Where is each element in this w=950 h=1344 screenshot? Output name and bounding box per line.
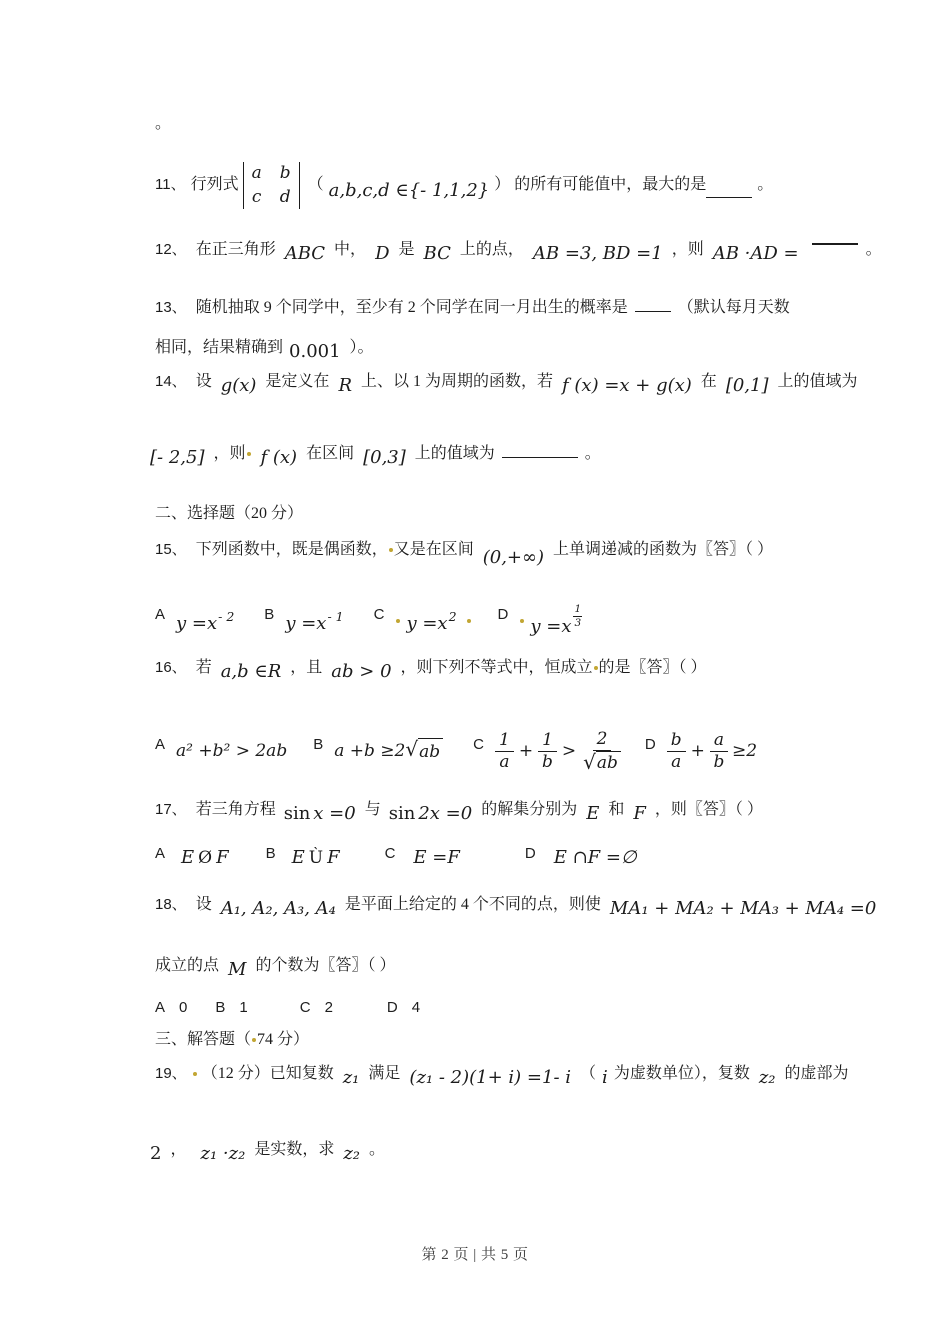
option-a-formula: y =x - 2	[176, 609, 235, 634]
question-18-text4: 的个数为〖答〗（ ）	[255, 957, 396, 974]
question-11	[155, 156, 773, 214]
question-15-text: 下列函数中，既是偶函数，	[195, 541, 388, 558]
function-gx: g(x)	[220, 375, 257, 396]
question-12-number: 12、	[155, 241, 187, 258]
open-paren: （	[580, 1065, 597, 1082]
point-d: D	[375, 243, 390, 264]
option-b-label: B	[215, 999, 226, 1016]
question-14-text3: 上、以 1 为周期的函数，若	[361, 373, 554, 390]
det-cell-d: d	[279, 186, 291, 207]
artifact-dot	[594, 666, 598, 670]
option-c-label: C	[473, 736, 484, 753]
q11-condition-formula: a,b,c,d ∈{- 1,1,2}	[328, 180, 490, 201]
question-13-line1	[155, 296, 790, 320]
point-m: M	[228, 959, 247, 980]
det-cell-c: c	[251, 186, 262, 207]
question-17-text4: 和	[608, 801, 625, 818]
sinx-eq-0: x =0	[313, 803, 356, 824]
option-c-formula: E =F	[413, 847, 460, 868]
determinant-2x2	[243, 162, 300, 209]
question-16-number: 16、	[155, 659, 187, 676]
question-19-number: 19、	[155, 1065, 187, 1082]
question-14-text: 设	[195, 373, 212, 390]
answer-blank	[635, 306, 671, 312]
question-16-text2: ，且	[290, 659, 323, 676]
question-18-text2: 是平面上给定的 4 个不同的点，则使	[344, 896, 601, 913]
question-13-text4: ）。	[349, 339, 374, 356]
question-16-text: 若	[195, 659, 212, 676]
sin-function: sin	[388, 803, 416, 824]
question-17	[155, 798, 763, 822]
artifact-dot	[396, 619, 400, 623]
question-19-line2	[150, 1138, 385, 1162]
set-f: F	[633, 803, 646, 824]
option-b-formula: a +b ≥2 √ ab	[334, 738, 443, 764]
question-19-text2: 满足	[368, 1065, 401, 1082]
page-number-text: 第 2 页 | 共 5 页	[421, 1247, 529, 1263]
artifact-dot	[467, 619, 471, 623]
det-cell-b: b	[279, 162, 291, 183]
question-16-text3: ，则下列不等式中，恒成立	[400, 659, 593, 676]
paragraph-end	[155, 112, 171, 136]
option-d-value: 4	[411, 999, 421, 1016]
artifact-dot	[520, 619, 524, 623]
option-a-formula: E Ø F	[181, 847, 229, 868]
question-19-text: （12 分）已知复数	[201, 1065, 334, 1082]
open-paren: （	[307, 176, 324, 193]
artifact-dot	[193, 1072, 197, 1076]
option-a-value: 0	[179, 999, 188, 1016]
artifact-dot	[252, 1038, 256, 1042]
question-13-text: 随机抽取 9 个同学中，至少有 2 个同学在同一月出生的概率是	[195, 299, 628, 316]
question-18-options	[155, 996, 420, 1020]
section-3-points: 74 分）	[257, 1031, 310, 1048]
question-17-text2: 与	[364, 801, 381, 818]
option-d-formula: E ∩F =∅	[553, 847, 637, 868]
paragraph-end-text: 。	[155, 115, 172, 132]
question-15	[155, 538, 774, 568]
question-14-line1	[155, 370, 858, 394]
ab-positive-formula: ab > 0	[331, 661, 392, 682]
option-b-label: B	[264, 606, 275, 623]
answer-blank	[502, 452, 578, 458]
question-18-line1	[155, 893, 881, 917]
imaginary-part-value: 2	[150, 1143, 162, 1164]
question-19-text7: 是实数，求	[254, 1141, 335, 1158]
given-lengths-formula: AB =3, BD =1	[532, 243, 663, 264]
question-17-options	[155, 842, 642, 866]
ab-in-r-formula: a,b ∈R	[220, 661, 282, 682]
sqrt-ab: √ ab	[583, 751, 621, 773]
fraction-1-over-a: 1 a	[495, 730, 514, 772]
option-c-label: C	[373, 606, 385, 623]
period: 。	[865, 241, 882, 258]
question-16	[155, 656, 707, 680]
sin2x-eq-0: 2x =0	[418, 803, 473, 824]
answer-line	[812, 243, 858, 245]
complex-z1: z₁	[342, 1067, 360, 1088]
option-a-formula: a² +b² > 2ab	[176, 741, 288, 761]
option-b-label: B	[313, 736, 324, 753]
question-13-line2	[155, 336, 374, 360]
question-14-text2: 是定义在	[265, 373, 330, 390]
range-value: [- 2,5]	[150, 447, 205, 468]
imaginary-unit: i	[602, 1067, 608, 1088]
period: 。	[584, 445, 601, 462]
question-17-text5: ，则〖答〗（ ）	[654, 801, 763, 818]
section-3-title: 三、解答题（	[155, 1031, 252, 1048]
option-c-value: 2	[324, 999, 333, 1016]
complex-z2: z₂	[343, 1143, 361, 1164]
answer-blank	[706, 192, 752, 198]
question-16-text3b: 的是〖答〗（ ）	[598, 659, 707, 676]
option-d-label: D	[644, 736, 656, 753]
question-14-text8: 上的值域为	[414, 445, 495, 462]
dot-product-formula: AB ·AD =	[712, 243, 799, 264]
option-a-label: A	[155, 736, 166, 753]
option-b-label: B	[265, 845, 276, 862]
question-11-text: 行列式	[190, 176, 239, 193]
question-12	[155, 238, 882, 262]
period: 。	[369, 1141, 386, 1158]
question-13-number: 13、	[155, 299, 187, 316]
segment-bc: BC	[423, 243, 451, 264]
question-17-number: 17、	[155, 801, 187, 818]
option-c-label: C	[299, 999, 311, 1016]
question-17-text3: 的解集分别为	[481, 801, 578, 818]
question-19-line1	[155, 1062, 849, 1086]
option-d-label: D	[386, 999, 398, 1016]
question-15-options	[155, 594, 582, 648]
question-18-number: 18、	[155, 896, 187, 913]
option-d-formula: b a + $\frac{a}{b}$ ≥2	[667, 730, 757, 772]
points-a1-a4: A₁, A₂, A₃, A₄	[220, 898, 336, 919]
fraction-1-over-b: $\frac{1}{b}$	[538, 730, 557, 772]
option-c-formula: 1 a + $\frac{1}{b}$ > 2 √ ab	[495, 729, 623, 773]
triangle-name: ABC	[284, 243, 326, 264]
question-14-text7: 在区间	[306, 445, 355, 462]
option-a-label: A	[155, 999, 166, 1016]
det-cell-a: a	[251, 162, 262, 183]
section-2-heading	[155, 502, 303, 526]
section-3-heading	[155, 1028, 309, 1052]
option-d-label: D	[497, 606, 509, 623]
question-15-text2: 上单调递减的函数为〖答〗（ ）	[553, 541, 774, 558]
fraction-a-over-b: $\frac{a}{b}$	[710, 730, 728, 772]
question-18-text: 设	[195, 896, 212, 913]
complex-equation: (z₁ - 2)(1+ i) =1- i	[409, 1067, 572, 1088]
question-13-text2: （默认每月天数	[677, 299, 790, 316]
question-19-text4: 为虚数单位），复数	[613, 1065, 750, 1082]
question-15-number: 15、	[155, 541, 187, 558]
option-b-value: 1	[239, 999, 248, 1016]
option-a-label: A	[155, 845, 166, 862]
question-16-options	[155, 722, 757, 780]
question-11-number: 11、	[155, 176, 186, 193]
page-footer	[0, 1243, 950, 1267]
fraction-2-over-sqrt-ab: 2 √ ab	[581, 729, 623, 773]
comma: ，	[170, 1141, 187, 1158]
option-b-formula: y =x - 1	[285, 609, 344, 634]
question-14-text6: ，则	[213, 445, 246, 462]
precision-value: 0.001	[289, 341, 341, 362]
question-12-text3: 是	[398, 241, 415, 258]
option-c-label: C	[384, 845, 396, 862]
function-fx-formula: f (x) =x + g(x)	[562, 375, 692, 396]
question-15-text1b: 又是在区间	[393, 541, 474, 558]
interval-01: [0,1]	[725, 375, 769, 396]
fraction-b-over-a: b a	[667, 730, 686, 772]
interval-0-inf: (0,+∞)	[482, 547, 545, 568]
question-18-line2	[155, 954, 395, 978]
question-19-text5: 的虚部为	[784, 1065, 849, 1082]
question-12-text5: ，则	[671, 241, 704, 258]
section-2-title: 二、选择题（20 分）	[155, 505, 304, 522]
sqrt-ab: √ ab	[405, 738, 443, 764]
option-c-formula: y =x 2	[406, 609, 457, 634]
sin-function: sin	[283, 803, 311, 824]
option-b-formula: E Ù F	[291, 847, 340, 868]
question-14-number: 14、	[155, 373, 187, 390]
set-r: R	[338, 375, 352, 396]
interval-03: [0,3]	[363, 447, 406, 468]
question-12-text4: 上的点，	[459, 241, 524, 258]
function-fx: f (x)	[260, 447, 298, 468]
period: 。	[757, 176, 774, 193]
option-d-formula: y =x 1 3	[530, 603, 582, 637]
question-12-text: 在正三角形	[195, 241, 276, 258]
close-paren: ）	[494, 176, 511, 193]
artifact-dot	[247, 452, 251, 456]
question-14-text5: 上的值域为	[777, 373, 858, 390]
set-e: E	[586, 803, 600, 824]
question-11-text2: 的所有可能值中，最大的是	[514, 176, 707, 193]
question-12-text2: 中，	[334, 241, 367, 258]
vector-sum-formula: MA₁ + MA₂ + MA₃ + MA₄ =0	[609, 898, 877, 919]
question-18-text3: 成立的点	[155, 957, 220, 974]
question-14-line2	[150, 442, 601, 466]
artifact-dot	[389, 548, 393, 552]
complex-z2: z₂	[758, 1067, 776, 1088]
z1-times-z2: z₁ ·z₂	[200, 1143, 246, 1164]
question-17-text: 若三角方程	[195, 801, 276, 818]
option-d-label: D	[524, 845, 536, 862]
option-a-label: A	[155, 606, 166, 623]
question-13-text3: 相同，结果精确到	[155, 339, 284, 356]
question-14-text4: 在	[700, 373, 717, 390]
